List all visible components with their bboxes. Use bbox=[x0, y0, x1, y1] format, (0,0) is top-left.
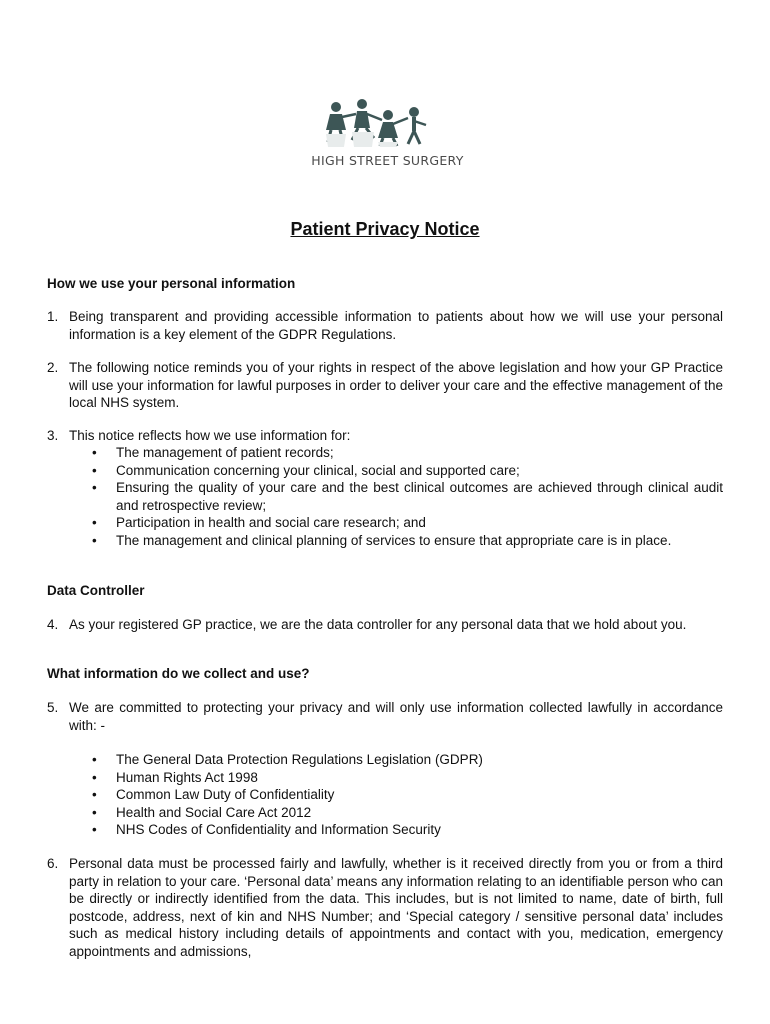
paragraph-6 bbox=[47, 855, 723, 961]
list-item: • The management and clinical planning of services to ensure that appropriate care is in place. bbox=[92, 532, 723, 550]
paragraph-3 bbox=[47, 427, 723, 445]
paragraph-number: 4. bbox=[47, 617, 59, 632]
paragraph-text: Personal data must be processed fairly and lawfully, whether is it received directly from you or from a third party in relation to your care. ‘Personal data’ means any information relating to an identifiable person who can be directly or indirectly identified from the data. This includes, but is not limited to name, date of birth, full postcode, address, next of kin and NHS Number; and ‘Special category / sensitive personal data’ includes such as medical history including details of appointments and contact with you, medication, emergency appointments and admissions, bbox=[69, 856, 723, 959]
list-item: • Health and Social Care Act 2012 bbox=[92, 804, 723, 822]
paragraph-4 bbox=[47, 616, 723, 634]
paragraph-number: 5. bbox=[47, 700, 59, 715]
list-item: • Common Law Duty of Confidentiality bbox=[92, 786, 723, 804]
list-item: • The General Data Protection Regulations Legislation (GDPR) bbox=[92, 751, 723, 769]
paragraph-number: 2. bbox=[47, 360, 59, 375]
bullet-list-info-uses bbox=[92, 444, 723, 550]
paragraph-number: 6. bbox=[47, 856, 59, 871]
bullet-list-legislation bbox=[92, 751, 723, 839]
paragraph-text: The following notice reminds you of your rights in respect of the above legislation and how your GP Practice will use your information for lawful purposes in order to deliver your care and the effective management of the local NHS system. bbox=[69, 360, 723, 411]
paragraph-text: This notice reflects how we use information for: bbox=[69, 428, 351, 443]
paragraph-5 bbox=[47, 699, 723, 734]
list-item: • Participation in health and social care research; and bbox=[92, 514, 723, 532]
heading-data-controller: Data Controller bbox=[47, 583, 145, 598]
list-item: • NHS Codes of Confidentiality and Information Security bbox=[92, 821, 723, 839]
heading-what-info: What information do we collect and use? bbox=[47, 666, 310, 681]
page-title: Patient Privacy Notice bbox=[290, 219, 480, 239]
paragraph-1 bbox=[47, 308, 723, 343]
paragraph-number: 1. bbox=[47, 309, 59, 324]
list-item: • Communication concerning your clinical, social and supported care; bbox=[92, 462, 723, 480]
surgery-logo bbox=[300, 98, 475, 173]
list-item: • The management of patient records; bbox=[92, 444, 723, 462]
list-item: • Ensuring the quality of your care and the best clinical outcomes are achieved through clinical audit and retrospective review; bbox=[92, 479, 723, 514]
paragraph-number: 3. bbox=[47, 428, 59, 443]
paragraph-text: We are committed to protecting your privacy and will only use information collected lawfully in accordance with: - bbox=[69, 700, 723, 733]
paragraph-2 bbox=[47, 359, 723, 412]
heading-personal-info: How we use your personal information bbox=[47, 276, 296, 291]
logo-text: HIGH STREET SURGERY bbox=[311, 153, 464, 168]
paragraph-text: Being transparent and providing accessible information to patients about how we will use your personal information is a key element of the GDPR Regulations. bbox=[69, 309, 723, 342]
paragraph-text: As your registered GP practice, we are the data controller for any personal data that we hold about you. bbox=[69, 617, 687, 632]
children-holding-hands-icon bbox=[322, 98, 462, 148]
list-item: • Human Rights Act 1998 bbox=[92, 769, 723, 787]
